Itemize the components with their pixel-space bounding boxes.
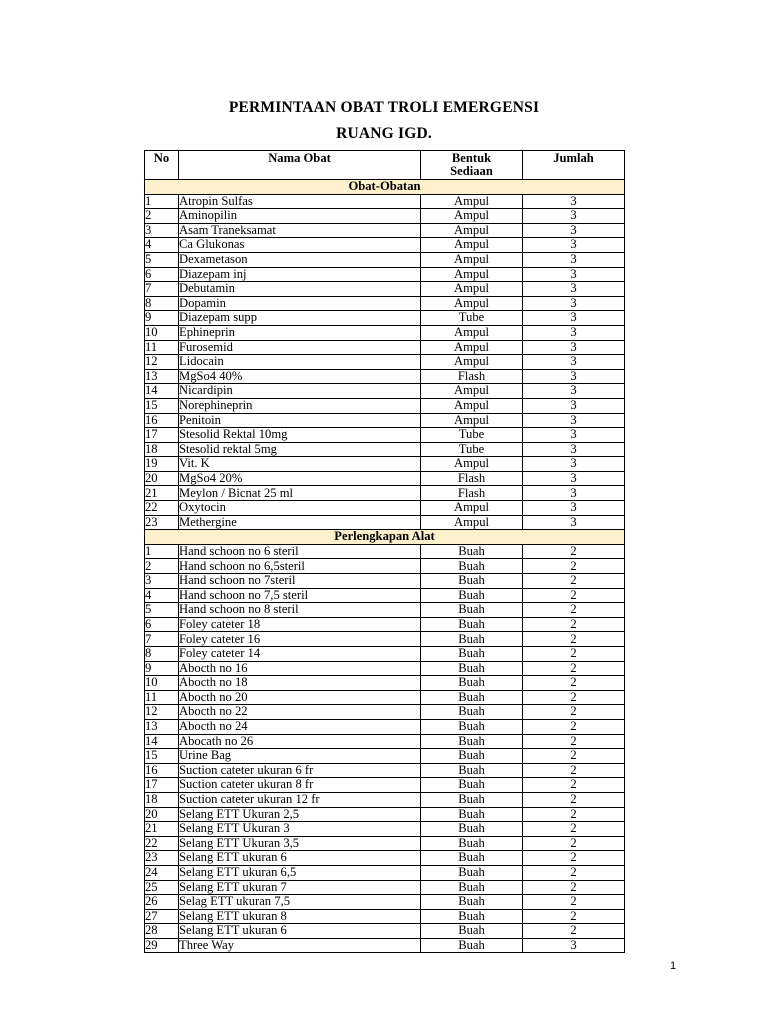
item-form: Ampul <box>421 340 523 355</box>
item-name: Suction cateter ukuran 8 fr <box>179 778 421 793</box>
item-form: Flash <box>421 369 523 384</box>
row-number: 11 <box>145 340 179 355</box>
item-name: Debutamin <box>179 282 421 297</box>
row-number: 8 <box>145 296 179 311</box>
table-row <box>145 252 625 267</box>
item-quantity: 3 <box>523 267 625 282</box>
item-name: Selang ETT ukuran 6 <box>179 851 421 866</box>
table-row <box>145 311 625 326</box>
item-form: Tube <box>421 442 523 457</box>
table-row <box>145 763 625 778</box>
item-form: Buah <box>421 617 523 632</box>
item-form: Ampul <box>421 325 523 340</box>
item-name: Norephineprin <box>179 398 421 413</box>
item-quantity: 3 <box>523 398 625 413</box>
item-quantity: 3 <box>523 428 625 443</box>
item-name: Selang ETT Ukuran 3,5 <box>179 836 421 851</box>
item-form: Buah <box>421 719 523 734</box>
header-qty: Jumlah <box>523 151 625 180</box>
row-number: 3 <box>145 223 179 238</box>
item-form: Buah <box>421 895 523 910</box>
item-name: Hand schoon no 7steril <box>179 574 421 589</box>
item-quantity: 2 <box>523 865 625 880</box>
item-name: Abocth no 24 <box>179 719 421 734</box>
row-number: 27 <box>145 909 179 924</box>
item-form: Buah <box>421 822 523 837</box>
row-number: 29 <box>145 938 179 953</box>
table-row <box>145 749 625 764</box>
table-row <box>145 880 625 895</box>
row-number: 24 <box>145 865 179 880</box>
document-title: PERMINTAAN OBAT TROLI EMERGENSI <box>228 99 540 116</box>
item-quantity: 2 <box>523 544 625 559</box>
item-name: Selang ETT Ukuran 3 <box>179 822 421 837</box>
item-quantity: 3 <box>523 515 625 530</box>
table-row <box>145 398 625 413</box>
table-row <box>145 822 625 837</box>
item-quantity: 3 <box>523 311 625 326</box>
item-form: Buah <box>421 749 523 764</box>
table-row <box>145 603 625 618</box>
item-form: Flash <box>421 486 523 501</box>
item-quantity: 2 <box>523 778 625 793</box>
table-row <box>145 574 625 589</box>
item-quantity: 3 <box>523 296 625 311</box>
row-number: 1 <box>145 544 179 559</box>
table-row <box>145 924 625 939</box>
row-number: 23 <box>145 515 179 530</box>
row-number: 4 <box>145 588 179 603</box>
item-quantity: 3 <box>523 471 625 486</box>
item-quantity: 3 <box>523 194 625 209</box>
table-row <box>145 544 625 559</box>
table-row <box>145 515 625 530</box>
item-form: Ampul <box>421 457 523 472</box>
item-quantity: 2 <box>523 647 625 662</box>
item-form: Buah <box>421 632 523 647</box>
item-form: Tube <box>421 311 523 326</box>
row-number: 17 <box>145 428 179 443</box>
item-form: Buah <box>421 865 523 880</box>
row-number: 10 <box>145 676 179 691</box>
row-number: 22 <box>145 501 179 516</box>
item-name: Urine Bag <box>179 749 421 764</box>
item-name: Abocath no 26 <box>179 734 421 749</box>
row-number: 16 <box>145 763 179 778</box>
table-row <box>145 705 625 720</box>
item-form: Buah <box>421 851 523 866</box>
item-form: Buah <box>421 690 523 705</box>
item-name: Vit. K <box>179 457 421 472</box>
table-row <box>145 778 625 793</box>
item-quantity: 2 <box>523 749 625 764</box>
item-name: Selang ETT ukuran 6 <box>179 924 421 939</box>
row-number: 20 <box>145 471 179 486</box>
item-form: Buah <box>421 588 523 603</box>
row-number: 1 <box>145 194 179 209</box>
table-row <box>145 851 625 866</box>
row-number: 5 <box>145 252 179 267</box>
row-number: 15 <box>145 398 179 413</box>
table-body <box>145 180 625 953</box>
item-form: Buah <box>421 661 523 676</box>
item-quantity: 3 <box>523 369 625 384</box>
item-quantity: 2 <box>523 588 625 603</box>
row-number: 14 <box>145 734 179 749</box>
table-row <box>145 661 625 676</box>
item-name: Foley cateter 14 <box>179 647 421 662</box>
table-row <box>145 486 625 501</box>
item-name: Meylon / Bicnat 25 ml <box>179 486 421 501</box>
item-form: Buah <box>421 603 523 618</box>
row-number: 4 <box>145 238 179 253</box>
item-name: Selag ETT ukuran 7,5 <box>179 895 421 910</box>
item-name: Abocth no 18 <box>179 676 421 691</box>
item-name: Dexametason <box>179 252 421 267</box>
item-quantity: 2 <box>523 676 625 691</box>
table-row <box>145 194 625 209</box>
table-row <box>145 238 625 253</box>
item-quantity: 2 <box>523 836 625 851</box>
document-subtitle: RUANG IGD. <box>336 125 432 142</box>
item-name: Abocth no 20 <box>179 690 421 705</box>
item-form: Ampul <box>421 355 523 370</box>
table-row <box>145 792 625 807</box>
item-name: Selang ETT Ukuran 2,5 <box>179 807 421 822</box>
table-row <box>145 282 625 297</box>
row-number: 22 <box>145 836 179 851</box>
item-name: Hand schoon no 6 steril <box>179 544 421 559</box>
item-form: Ampul <box>421 194 523 209</box>
table-row <box>145 340 625 355</box>
item-quantity: 3 <box>523 223 625 238</box>
table-row <box>145 719 625 734</box>
item-quantity: 3 <box>523 442 625 457</box>
table-row <box>145 807 625 822</box>
item-form: Buah <box>421 676 523 691</box>
item-name: Diazepam inj <box>179 267 421 282</box>
table-header-row <box>145 151 625 180</box>
row-number: 10 <box>145 325 179 340</box>
item-form: Buah <box>421 734 523 749</box>
item-form: Ampul <box>421 209 523 224</box>
row-number: 21 <box>145 486 179 501</box>
item-form: Buah <box>421 880 523 895</box>
row-number: 9 <box>145 661 179 676</box>
row-number: 13 <box>145 719 179 734</box>
item-name: Lidocain <box>179 355 421 370</box>
item-form: Ampul <box>421 384 523 399</box>
section-title: Obat-Obatan <box>145 180 625 195</box>
item-quantity: 2 <box>523 763 625 778</box>
item-form: Buah <box>421 792 523 807</box>
table-row <box>145 617 625 632</box>
item-name: Abocth no 16 <box>179 661 421 676</box>
item-quantity: 2 <box>523 705 625 720</box>
table-row <box>145 938 625 953</box>
item-quantity: 2 <box>523 924 625 939</box>
header-form <box>421 151 523 180</box>
item-form: Buah <box>421 836 523 851</box>
item-form: Buah <box>421 544 523 559</box>
item-form: Ampul <box>421 501 523 516</box>
item-quantity: 3 <box>523 238 625 253</box>
table-row <box>145 457 625 472</box>
item-name: Penitoin <box>179 413 421 428</box>
section-header-row <box>145 180 625 195</box>
row-number: 5 <box>145 603 179 618</box>
table-row <box>145 895 625 910</box>
item-name: Selang ETT ukuran 8 <box>179 909 421 924</box>
header-name: Nama Obat <box>179 151 421 180</box>
row-number: 18 <box>145 442 179 457</box>
row-number: 25 <box>145 880 179 895</box>
item-form: Buah <box>421 647 523 662</box>
table-row <box>145 865 625 880</box>
item-name: Methergine <box>179 515 421 530</box>
item-form: Ampul <box>421 223 523 238</box>
row-number: 13 <box>145 369 179 384</box>
item-form: Ampul <box>421 296 523 311</box>
table-row <box>145 384 625 399</box>
item-name: Diazepam supp <box>179 311 421 326</box>
item-name: Hand schoon no 6,5steril <box>179 559 421 574</box>
table-row <box>145 909 625 924</box>
item-form: Ampul <box>421 282 523 297</box>
table-row <box>145 442 625 457</box>
item-name: Stesolid rektal 5mg <box>179 442 421 457</box>
item-form: Buah <box>421 559 523 574</box>
item-quantity: 3 <box>523 282 625 297</box>
header-form-line1: Bentuk <box>451 151 492 165</box>
item-form: Buah <box>421 778 523 793</box>
row-number: 7 <box>145 632 179 647</box>
item-quantity: 2 <box>523 690 625 705</box>
row-number: 23 <box>145 851 179 866</box>
item-form: Buah <box>421 705 523 720</box>
row-number: 21 <box>145 822 179 837</box>
item-form: Buah <box>421 938 523 953</box>
item-quantity: 3 <box>523 486 625 501</box>
row-number: 12 <box>145 705 179 720</box>
item-form: Ampul <box>421 413 523 428</box>
item-quantity: 3 <box>523 209 625 224</box>
item-name: Selang ETT ukuran 7 <box>179 880 421 895</box>
row-number: 26 <box>145 895 179 910</box>
item-name: Abocth no 22 <box>179 705 421 720</box>
item-form: Tube <box>421 428 523 443</box>
item-name: Asam Traneksamat <box>179 223 421 238</box>
item-quantity: 3 <box>523 340 625 355</box>
item-name: Furosemid <box>179 340 421 355</box>
table-row <box>145 647 625 662</box>
item-quantity: 3 <box>523 325 625 340</box>
row-number: 15 <box>145 749 179 764</box>
item-quantity: 2 <box>523 661 625 676</box>
row-number: 2 <box>145 209 179 224</box>
item-form: Ampul <box>421 398 523 413</box>
row-number: 19 <box>145 457 179 472</box>
item-name: Stesolid Rektal 10mg <box>179 428 421 443</box>
row-number: 6 <box>145 267 179 282</box>
item-quantity: 2 <box>523 807 625 822</box>
item-quantity: 3 <box>523 384 625 399</box>
item-quantity: 2 <box>523 559 625 574</box>
table-row <box>145 690 625 705</box>
item-quantity: 2 <box>523 734 625 749</box>
item-name: Suction cateter ukuran 6 fr <box>179 763 421 778</box>
table-row <box>145 676 625 691</box>
table-row <box>145 428 625 443</box>
row-number: 20 <box>145 807 179 822</box>
table-row <box>145 413 625 428</box>
section-title: Perlengkapan Alat <box>145 530 625 545</box>
table-row <box>145 296 625 311</box>
item-form: Buah <box>421 763 523 778</box>
item-form: Ampul <box>421 515 523 530</box>
row-number: 12 <box>145 355 179 370</box>
item-form: Buah <box>421 924 523 939</box>
item-quantity: 2 <box>523 851 625 866</box>
item-form: Flash <box>421 471 523 486</box>
table-row <box>145 632 625 647</box>
row-number: 9 <box>145 311 179 326</box>
header-form-line2: Sediaan <box>450 164 493 179</box>
item-name: Hand schoon no 7,5 steril <box>179 588 421 603</box>
item-quantity: 3 <box>523 501 625 516</box>
row-number: 16 <box>145 413 179 428</box>
item-quantity: 2 <box>523 880 625 895</box>
item-quantity: 3 <box>523 457 625 472</box>
table-row <box>145 734 625 749</box>
item-quantity: 2 <box>523 632 625 647</box>
row-number: 14 <box>145 384 179 399</box>
item-name: Ephineprin <box>179 325 421 340</box>
row-number: 6 <box>145 617 179 632</box>
item-name: Three Way <box>179 938 421 953</box>
medication-table <box>144 150 625 953</box>
item-quantity: 3 <box>523 938 625 953</box>
item-quantity: 3 <box>523 252 625 267</box>
row-number: 18 <box>145 792 179 807</box>
item-name: Oxytocin <box>179 501 421 516</box>
item-name: Dopamin <box>179 296 421 311</box>
table-row <box>145 267 625 282</box>
table-row <box>145 223 625 238</box>
item-name: Selang ETT ukuran 6,5 <box>179 865 421 880</box>
item-form: Ampul <box>421 267 523 282</box>
table-row <box>145 501 625 516</box>
item-name: MgSo4 20% <box>179 471 421 486</box>
table-row <box>145 369 625 384</box>
item-form: Buah <box>421 574 523 589</box>
table-row <box>145 355 625 370</box>
row-number: 28 <box>145 924 179 939</box>
page-number: 1 <box>670 960 677 972</box>
item-name: Nicardipin <box>179 384 421 399</box>
item-form: Buah <box>421 807 523 822</box>
item-name: Ca Glukonas <box>179 238 421 253</box>
row-number: 3 <box>145 574 179 589</box>
item-form: Buah <box>421 909 523 924</box>
item-quantity: 2 <box>523 792 625 807</box>
row-number: 7 <box>145 282 179 297</box>
item-quantity: 2 <box>523 822 625 837</box>
table-row <box>145 836 625 851</box>
section-header-row <box>145 530 625 545</box>
item-quantity: 2 <box>523 574 625 589</box>
item-quantity: 2 <box>523 895 625 910</box>
row-number: 17 <box>145 778 179 793</box>
table-row <box>145 588 625 603</box>
item-name: Hand schoon no 8 steril <box>179 603 421 618</box>
item-form: Ampul <box>421 252 523 267</box>
item-quantity: 3 <box>523 413 625 428</box>
item-name: Foley cateter 18 <box>179 617 421 632</box>
item-form: Ampul <box>421 238 523 253</box>
table-row <box>145 209 625 224</box>
item-quantity: 3 <box>523 355 625 370</box>
item-name: Atropin Sulfas <box>179 194 421 209</box>
item-name: Suction cateter ukuran 12 fr <box>179 792 421 807</box>
item-name: MgSo4 40% <box>179 369 421 384</box>
item-quantity: 2 <box>523 617 625 632</box>
table-row <box>145 471 625 486</box>
table-row <box>145 325 625 340</box>
item-quantity: 2 <box>523 719 625 734</box>
item-name: Aminopilin <box>179 209 421 224</box>
item-quantity: 2 <box>523 603 625 618</box>
item-quantity: 2 <box>523 909 625 924</box>
row-number: 11 <box>145 690 179 705</box>
header-no: No <box>145 151 179 180</box>
row-number: 8 <box>145 647 179 662</box>
row-number: 2 <box>145 559 179 574</box>
table-row <box>145 559 625 574</box>
item-name: Foley cateter 16 <box>179 632 421 647</box>
